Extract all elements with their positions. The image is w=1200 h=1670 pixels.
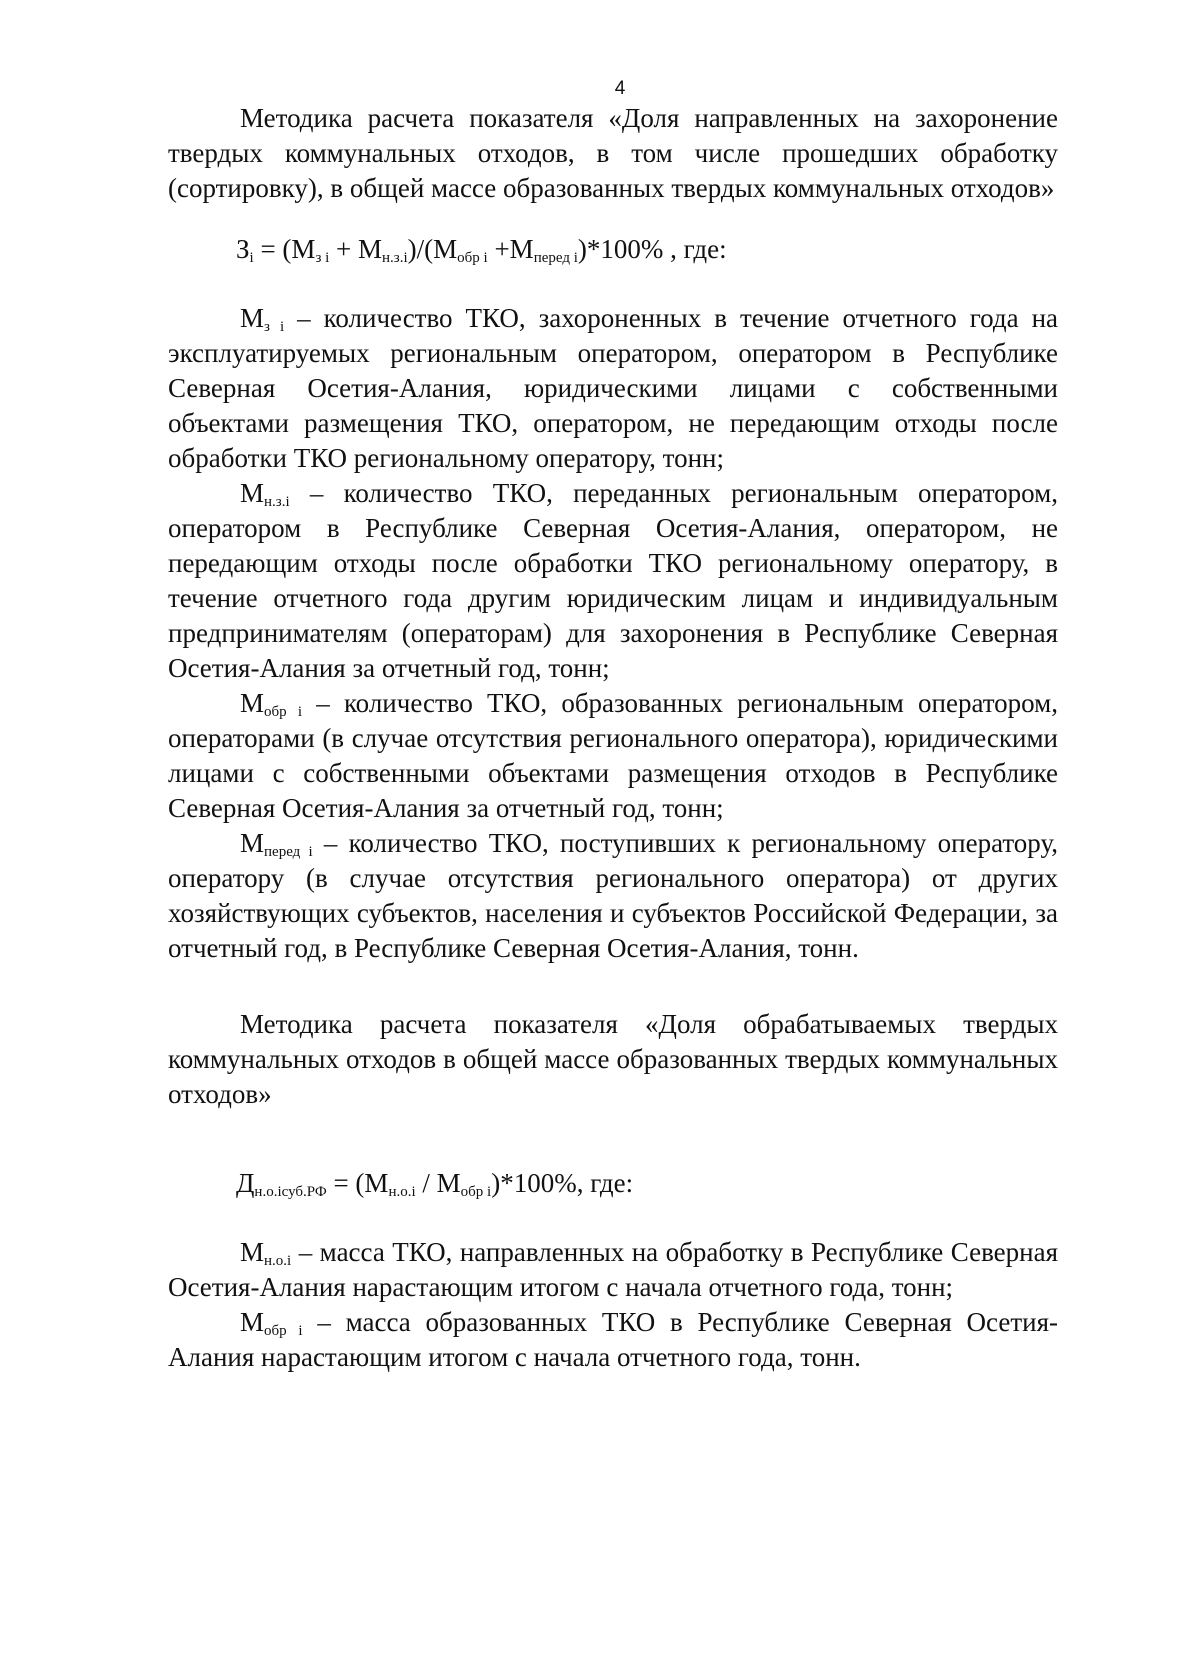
def-text: – количество ТКО, поступивших к региональному оператору, оператору (в случае отсутствия регионального оператора) от других хозяйствующих субъектов, населения и субъектов Российской Федерации, за отчетный год, в Республике Северная Осетия-Алания, тонн.	[168, 828, 1058, 963]
definition-m-nz-i	[168, 476, 1058, 686]
def-text: – количество ТКО, образованных региональным оператором, операторами (в случае отсутствия регионального оператора), юридическими лицами с собственными объектами размещения отходов в Республике Северная Осетия-Алания за отчетный год, тонн;	[168, 688, 1058, 823]
formula1-t2-sub: н.з.i	[382, 250, 408, 266]
section1-definitions	[168, 301, 1058, 966]
formula2-eq: = (М	[326, 1168, 389, 1198]
formula1-t1-sub: з i	[315, 250, 330, 266]
definition-m-pered-i	[168, 826, 1058, 966]
page-number: 4	[614, 78, 626, 99]
definition-m-obr-i	[168, 686, 1058, 826]
formula1-t3-sub: обр i	[457, 250, 488, 266]
formula1-lhs: З	[236, 234, 250, 264]
formula1-tail: )*100% , где:	[577, 234, 727, 264]
def-text: – количество ТКО, захороненных в течение отчетного года на эксплуатируемых региональным оператором, оператором в Республике Северная Осетия-Алания, юридическими лицами с собственными объектами размещения ТКО, оператором, не передающим отходы после обработки ТКО региональному оператору, тонн;	[168, 303, 1059, 473]
def-symbol-sub: перед i	[264, 844, 313, 860]
section2-definitions	[168, 1235, 1058, 1375]
definition-m-obr-i-2	[168, 1305, 1058, 1375]
def-symbol: М	[240, 1307, 265, 1337]
formula2-lhs-sub: н.о.iсуб.РФ	[254, 1184, 327, 1200]
formula2-div: / М	[415, 1168, 461, 1198]
def-symbol-sub: обр i	[264, 1323, 303, 1339]
def-symbol: М	[240, 303, 265, 333]
section1-heading: Методика расчета показателя «Доля направленных на захоронение твердых коммунальных отходов, в том числе прошедших обработку (сортировку), в общей массе образованных твердых коммунальных отходов»	[168, 103, 1058, 203]
section1-heading-block	[168, 101, 1058, 206]
section1-formula	[236, 232, 727, 267]
def-symbol-sub: н.о.i	[264, 1253, 292, 1269]
formula1-eq: = (М	[253, 234, 316, 264]
def-symbol: М	[240, 828, 265, 858]
section2-heading: Методика расчета показателя «Доля обрабатываемых твердых коммунальных отходов в общей массе образованных твердых коммунальных отходов»	[168, 1009, 1058, 1109]
formula2-t1-sub: н.о.i	[388, 1184, 416, 1200]
def-text: – масса ТКО, направленных на обработку в Республике Северная Осетия-Алания нарастающим итогом с начала отчетного года, тонн;	[168, 1237, 1058, 1302]
definition-m-z-i	[168, 301, 1058, 476]
def-text: – количество ТКО, переданных региональным оператором, оператором в Республике Северная Осетия-Алания, оператором, не передающим отходы после обработки ТКО региональному оператору, в течение отчетного года другим юридическим лицам и индивидуальным предпринимателям (операторам) для захоронения в Республике Северная Осетия-Алания за отчетный год, тонн;	[168, 478, 1058, 683]
section2-formula	[236, 1166, 633, 1201]
formula1-t4-sub: перед i	[533, 250, 578, 266]
section2-heading-block	[168, 1007, 1058, 1112]
formula2-t2-sub: обр i	[460, 1184, 492, 1200]
formula2-tail: )*100%, где:	[491, 1168, 634, 1198]
def-symbol-sub: з i	[264, 319, 285, 335]
formula1-mid: )/(М	[407, 234, 458, 264]
formula2-lhs: Д	[236, 1168, 255, 1198]
def-symbol-sub: обр i	[264, 704, 303, 720]
def-symbol: М	[240, 688, 265, 718]
formula1-lhs-sub: i	[249, 250, 254, 266]
def-symbol: М	[240, 1237, 265, 1267]
def-symbol-sub: н.з.i	[264, 494, 290, 510]
formula1-plus2: +М	[487, 234, 534, 264]
def-symbol: М	[240, 478, 265, 508]
definition-m-no-i	[168, 1235, 1058, 1305]
formula1-plus: + М	[329, 234, 383, 264]
def-text: – масса образованных ТКО в Республике Северная Осетия-Алания нарастающим итогом с начала отчетного года, тонн.	[168, 1307, 1058, 1372]
